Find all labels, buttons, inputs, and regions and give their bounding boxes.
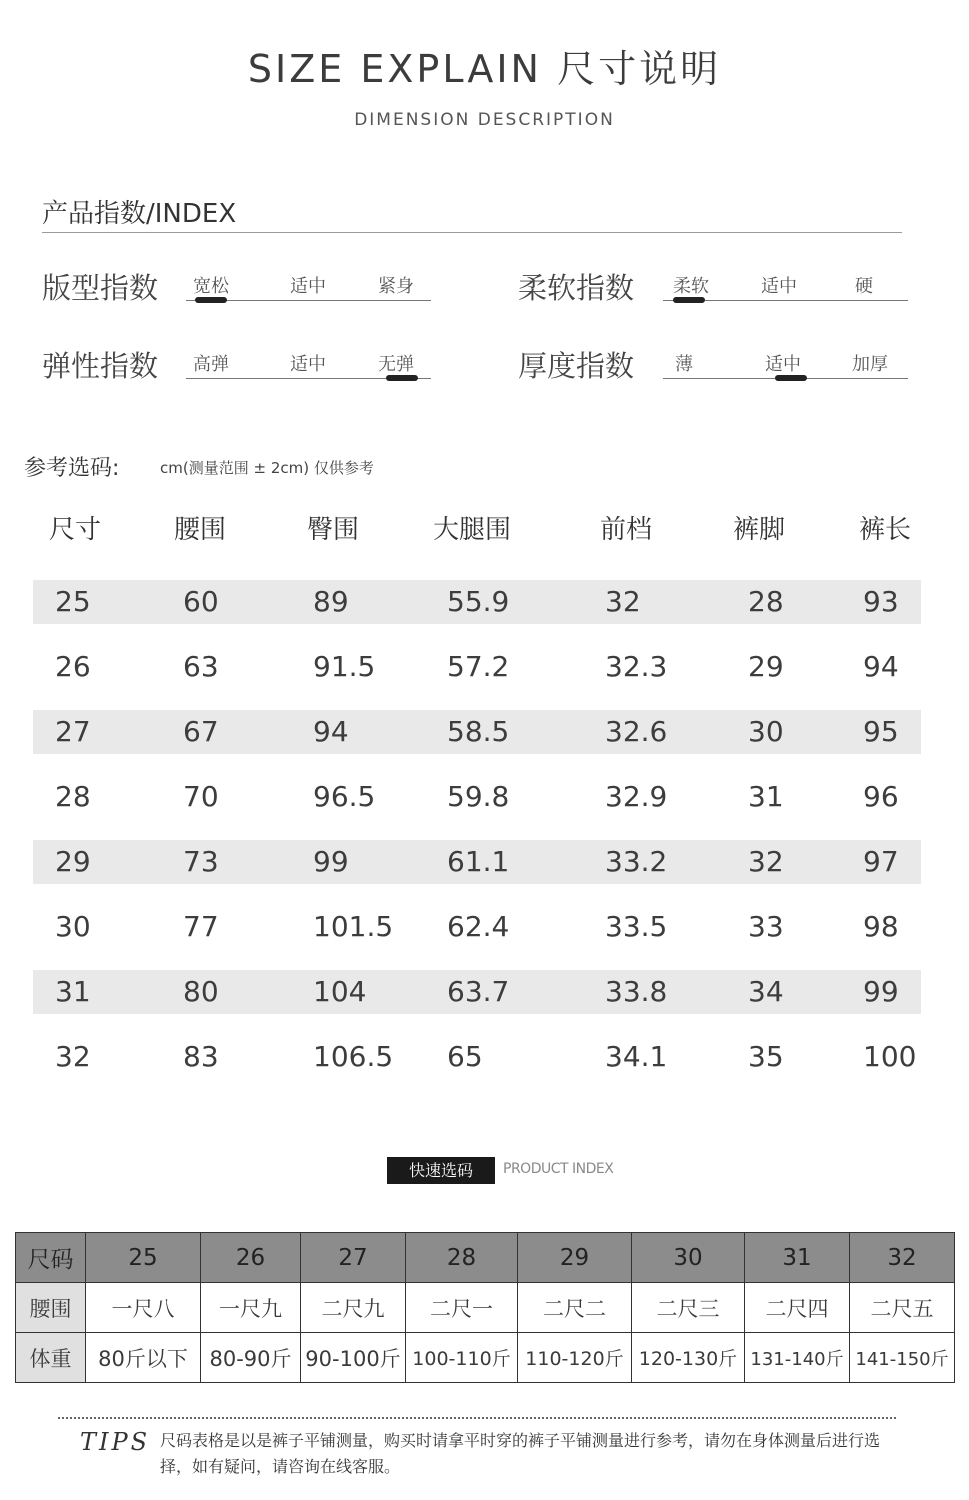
page-title: SIZE EXPLAIN 尺寸说明 [247,47,722,91]
product-index-heading: 产品指数/INDEX [42,199,237,229]
quick-index-table [15,1232,955,1383]
cell-front-rise: 32 [605,585,641,618]
cell-front-rise: 32.6 [605,715,668,748]
table-row [16,1333,955,1383]
cell-length: 100 [863,1040,917,1073]
table-row [33,970,921,1014]
cell-waist: 63 [183,650,219,683]
cell-thigh: 65 [447,1040,483,1073]
cell-thigh: 61.1 [447,845,510,878]
cell-leg-opening: 32 [748,845,784,878]
cell-length: 95 [863,715,899,748]
table-cell: 二尺五 [850,1283,955,1333]
cell-size: 29 [55,845,91,878]
thickness-option-medium: 适中 [765,354,801,375]
cell-size: 31 [55,975,91,1008]
cell-leg-opening: 34 [748,975,784,1008]
thickness-option-thick: 加厚 [852,354,888,375]
softness-option-soft: 柔软 [673,276,709,297]
header-thigh: 大腿围 [433,515,512,545]
fit-index-label: 版型指数 [42,271,159,305]
fit-option-tight: 紧身 [378,276,414,297]
reference-note: cm(测量范围 ± 2cm) 仅供参考 [160,459,374,477]
header-hip: 臀围 [307,515,360,545]
cell-leg-opening: 30 [748,715,784,748]
cell-thigh: 57.2 [447,650,510,683]
cell-hip: 101.5 [313,910,394,943]
cell-size: 26 [55,650,91,683]
fit-option-medium: 适中 [290,276,326,297]
table-row [33,840,921,884]
table-row [33,710,921,754]
cell-thigh: 59.8 [447,780,510,813]
cell-front-rise: 32.9 [605,780,668,813]
cell-length: 96 [863,780,899,813]
table-cell: 二尺四 [745,1283,850,1333]
softness-index-scale [663,272,908,302]
cell-front-rise: 33.5 [605,910,668,943]
cell-front-rise: 34.1 [605,1040,668,1073]
table-cell: 90-100斤 [301,1333,406,1383]
elasticity-option-medium: 适中 [290,354,326,375]
table-row [33,1035,921,1079]
table-cell: 31 [745,1233,850,1283]
table-cell: 28 [406,1233,518,1283]
table-row [33,645,921,689]
softness-index-label: 柔软指数 [518,271,635,305]
elasticity-option-high: 高弹 [193,354,229,375]
cell-length: 99 [863,975,899,1008]
table-cell: 30 [632,1233,745,1283]
table-row [16,1233,955,1283]
page-subtitle: DIMENSION DESCRIPTION [354,110,615,130]
cell-leg-opening: 29 [748,650,784,683]
cell-hip: 96.5 [313,780,376,813]
table-row [33,775,921,819]
table-cell: 131-140斤 [745,1333,850,1383]
cell-front-rise: 32.3 [605,650,668,683]
cell-thigh: 62.4 [447,910,510,943]
table-cell: 141-150斤 [850,1333,955,1383]
softness-option-hard: 硬 [855,276,873,297]
selected-marker [386,375,418,381]
table-cell: 29 [518,1233,632,1283]
fit-option-loose: 宽松 [193,276,229,297]
header-size: 尺寸 [49,515,102,545]
thickness-index-scale [663,350,908,380]
selected-marker [673,297,705,303]
cell-size: 25 [55,585,91,618]
elasticity-index-label: 弹性指数 [42,349,159,383]
cell-length: 93 [863,585,899,618]
table-cell: 二尺一 [406,1283,518,1333]
header-front-rise: 前档 [600,515,653,545]
quick-index-badge: 快速选码 [387,1157,495,1184]
softness-option-medium: 适中 [761,276,797,297]
table-cell: 32 [850,1233,955,1283]
cell-size: 27 [55,715,91,748]
fit-index-scale [186,272,431,302]
cell-leg-opening: 33 [748,910,784,943]
cell-hip: 106.5 [313,1040,394,1073]
cell-leg-opening: 28 [748,585,784,618]
cell-size: 30 [55,910,91,943]
cell-waist: 60 [183,585,219,618]
table-cell: 二尺二 [518,1283,632,1333]
cell-thigh: 63.7 [447,975,510,1008]
cell-length: 97 [863,845,899,878]
elasticity-index-scale [186,350,431,380]
cell-waist: 83 [183,1040,219,1073]
quick-index-subtitle: PRODUCT INDEX [503,1161,614,1177]
table-cell: 100-110斤 [406,1333,518,1383]
cell-length: 94 [863,650,899,683]
cell-leg-opening: 31 [748,780,784,813]
table-cell: 27 [301,1233,406,1283]
cell-leg-opening: 35 [748,1040,784,1073]
table-cell: 一尺八 [86,1283,201,1333]
table-cell: 120-130斤 [632,1333,745,1383]
row-header-waist: 腰围 [16,1283,86,1333]
table-cell: 二尺九 [301,1283,406,1333]
cell-hip: 89 [313,585,349,618]
thickness-index-label: 厚度指数 [518,349,635,383]
cell-hip: 104 [313,975,367,1008]
table-cell: 25 [86,1233,201,1283]
selected-marker [775,375,807,381]
row-header-weight: 体重 [16,1333,86,1383]
cell-waist: 67 [183,715,219,748]
table-cell: 26 [201,1233,301,1283]
tips-text: 尺码表格是以是裤子平铺测量，购买时请拿平时穿的裤子平铺测量进行参考，请勿在身体测量后进行选择，如有疑问，请咨询在线客服。 [160,1431,881,1476]
cell-waist: 80 [183,975,219,1008]
table-cell: 110-120斤 [518,1333,632,1383]
cell-front-rise: 33.8 [605,975,668,1008]
elasticity-option-none: 无弹 [378,354,414,375]
table-row [16,1283,955,1333]
table-cell: 80-90斤 [201,1333,301,1383]
table-row [33,580,921,624]
cell-hip: 91.5 [313,650,376,683]
table-cell: 一尺九 [201,1283,301,1333]
cell-waist: 70 [183,780,219,813]
table-row [33,905,921,949]
header-waist: 腰围 [174,515,227,545]
cell-thigh: 58.5 [447,715,510,748]
size-table-header [33,508,921,552]
cell-size: 28 [55,780,91,813]
cell-waist: 73 [183,845,219,878]
cell-size: 32 [55,1040,91,1073]
header-leg-opening: 裤脚 [733,515,786,545]
tips-divider [58,1417,896,1419]
cell-waist: 77 [183,910,219,943]
cell-hip: 94 [313,715,349,748]
cell-length: 98 [863,910,899,943]
divider [42,232,902,233]
selected-marker [195,297,227,303]
table-cell: 二尺三 [632,1283,745,1333]
thickness-option-thin: 薄 [675,354,693,375]
cell-hip: 99 [313,845,349,878]
reference-label: 参考选码: [24,456,120,481]
header-length: 裤长 [859,515,912,545]
row-header-size: 尺码 [16,1233,86,1283]
tips-label: TIPS [80,1428,151,1456]
cell-front-rise: 33.2 [605,845,668,878]
table-cell: 80斤以下 [86,1333,201,1383]
cell-thigh: 55.9 [447,585,510,618]
